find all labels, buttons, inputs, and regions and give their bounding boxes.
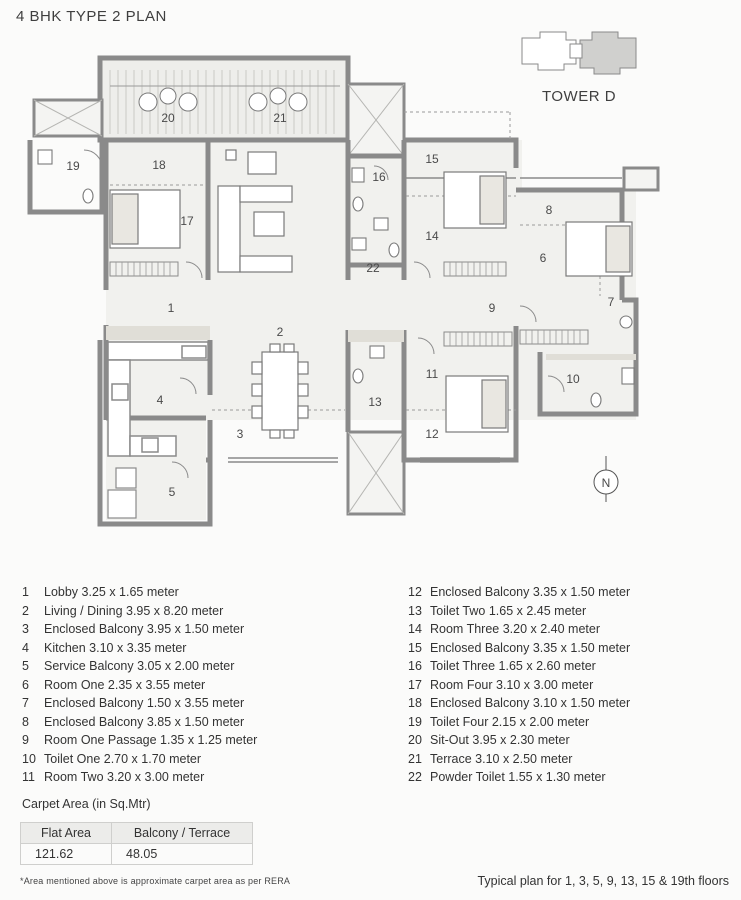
room-marker-21: 21 — [273, 111, 287, 125]
legend-item: 11 Room Two 3.20 x 3.00 meter — [22, 770, 205, 784]
plan-title: 4 BHK TYPE 2 PLAN — [16, 8, 167, 25]
legend-item: 3 Enclosed Balcony 3.95 x 1.50 meter — [22, 622, 245, 636]
tower-key-plan — [522, 32, 636, 74]
legend-item: 15 Enclosed Balcony 3.35 x 1.50 meter — [408, 640, 631, 655]
table-header-row — [21, 823, 253, 844]
room-marker-16: 16 — [372, 170, 386, 184]
legend-column-left — [22, 583, 257, 787]
legend-item: 8 Enclosed Balcony 3.85 x 1.50 meter — [22, 714, 245, 729]
sit-out-terrace-deck — [100, 58, 348, 140]
room-marker-7: 7 — [607, 295, 615, 309]
room-marker-4: 4 — [156, 393, 164, 407]
tower-label: TOWER D — [542, 88, 617, 105]
room-marker-9: 9 — [488, 301, 496, 315]
kitchen-ledge — [106, 326, 210, 340]
legend-item: 14 Room Three 3.20 x 2.40 meter — [408, 622, 600, 636]
room-marker-3: 3 — [236, 427, 244, 441]
legend-item: 9 Room One Passage 1.35 x 1.25 meter — [22, 733, 258, 747]
room-marker-15: 15 — [425, 152, 439, 166]
room-marker-10: 10 — [566, 372, 580, 386]
legend-item: 12 Enclosed Balcony 3.35 x 1.50 meter — [408, 585, 631, 599]
room-marker-5: 5 — [168, 485, 176, 499]
carpet-area-title: Carpet Area (in Sq.Mtr) — [22, 797, 151, 811]
legend-item: 5 Service Balcony 3.05 x 2.00 meter — [22, 659, 235, 673]
toilet-ledge — [348, 330, 404, 342]
carpet-area-table — [20, 822, 253, 865]
legend-column-right — [408, 583, 630, 787]
flat-area-value: 121.62 — [21, 844, 112, 865]
legend-item: 20 Sit-Out 3.95 x 2.30 meter — [408, 733, 570, 747]
rera-note: *Area mentioned above is approximate carpet area as per RERA — [20, 876, 291, 886]
legend-item: 18 Enclosed Balcony 3.10 x 1.50 meter — [408, 696, 631, 710]
legend-item: 7 Enclosed Balcony 1.50 x 3.55 meter — [22, 696, 245, 710]
balcony-terrace-header: Balcony / Terrace — [112, 823, 253, 844]
flat-area-header: Flat Area — [21, 823, 112, 844]
room-marker-14: 14 — [425, 229, 439, 243]
north-arrow — [594, 456, 618, 502]
legend-item: 22 Powder Toilet 1.55 x 1.30 meter — [408, 770, 606, 784]
room-marker-12: 12 — [425, 427, 439, 441]
room-marker-11: 11 — [425, 367, 439, 381]
room-marker-19: 19 — [66, 159, 80, 173]
room-marker-17: 17 — [180, 214, 194, 228]
room-marker-18: 18 — [152, 158, 166, 172]
legend-item: 10 Toilet One 2.70 x 1.70 meter — [22, 751, 202, 766]
balcony-terrace-value: 48.05 — [112, 844, 253, 865]
legend-item: 16 Toilet Three 1.65 x 2.60 meter — [408, 659, 596, 673]
room-marker-6: 6 — [539, 251, 547, 265]
legend-item: 21 Terrace 3.10 x 2.50 meter — [408, 751, 573, 766]
toilet-one-ledge — [546, 354, 636, 360]
room-marker-20: 20 — [161, 111, 175, 125]
legend-item: 17 Room Four 3.10 x 3.00 meter — [408, 677, 594, 692]
room-marker-22: 22 — [366, 261, 380, 275]
table-row — [21, 844, 253, 865]
legend-item: 6 Room One 2.35 x 3.55 meter — [22, 677, 206, 692]
room-marker-1: 1 — [167, 301, 175, 315]
legend-item: 13 Toilet Two 1.65 x 2.45 meter — [408, 603, 587, 618]
floors-note: Typical plan for 1, 3, 5, 9, 13, 15 & 19th floors — [477, 874, 729, 888]
legend-item: 4 Kitchen 3.10 x 3.35 meter — [22, 640, 187, 655]
room-marker-2: 2 — [276, 325, 284, 339]
legend-item: 2 Living / Dining 3.95 x 8.20 meter — [22, 603, 224, 618]
legend-item: 1 Lobby 3.25 x 1.65 meter — [22, 585, 179, 599]
room-marker-8: 8 — [545, 203, 553, 217]
north-label: N — [601, 476, 611, 490]
room-marker-13: 13 — [368, 395, 382, 409]
legend-item: 19 Toilet Four 2.15 x 2.00 meter — [408, 714, 590, 729]
